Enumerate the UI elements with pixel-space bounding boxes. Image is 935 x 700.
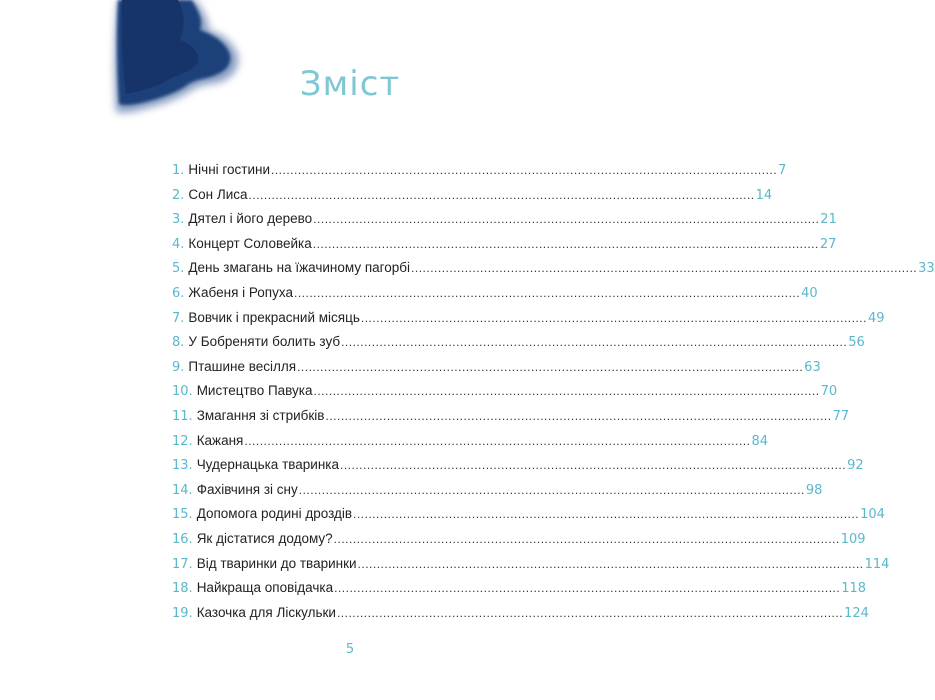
toc-entry-number: 18.: [172, 581, 193, 597]
toc-entry-number: 13.: [172, 458, 193, 474]
toc-entry-number: 19.: [172, 605, 193, 621]
toc-entry: [172, 162, 787, 187]
toc-dot-leader: [325, 409, 831, 423]
toc-entry: [172, 284, 818, 310]
toc-dot-leader: [358, 557, 864, 571]
toc-entry: [172, 407, 850, 433]
toc-dot-leader: [271, 163, 777, 177]
toc-entry: [172, 457, 864, 482]
toc-entry-page: 40: [801, 285, 818, 301]
toc-entry-title: Мистецтво Павука: [196, 383, 313, 399]
toc-entry-title: Сон Лиса: [188, 186, 248, 202]
toc-entry: [172, 334, 865, 359]
toc-entry-title: Найкраща оповідачка: [196, 580, 334, 596]
toc-entry-page: 92: [847, 458, 864, 474]
toc-entry-number: 4.: [172, 236, 185, 252]
toc-dot-leader: [313, 212, 819, 226]
toc-entry-number: 6.: [172, 285, 185, 301]
toc-entry-page: 63: [804, 359, 821, 375]
toc-entry-page: 33: [918, 261, 935, 277]
toc-entry-title: Від тваринки до тваринки: [196, 555, 357, 571]
toc-entry-number: 15.: [172, 507, 193, 523]
toc-entry-title: Чудернацька тваринка: [196, 457, 339, 473]
toc-entry-title: Вовчик і прекрасний місяць: [188, 309, 360, 325]
toc-dot-leader: [314, 384, 820, 398]
toc-dot-leader: [353, 507, 859, 521]
toc-entry: [172, 235, 837, 261]
toc-entry: [172, 383, 838, 408]
toc-entry-title: Пташине весілля: [188, 358, 297, 374]
toc-dot-leader: [334, 581, 840, 595]
toc-entry-number: 3.: [172, 212, 185, 228]
toc-entry: [172, 604, 869, 630]
toc-entry-page: 56: [848, 335, 865, 351]
toc-entry-number: 2.: [172, 187, 185, 203]
toc-entry-number: 5.: [172, 261, 185, 277]
toc-entry: [172, 530, 866, 556]
toc-entry-page: 109: [840, 531, 866, 547]
toc-entry-number: 14.: [172, 482, 193, 498]
toc-entry-page: 118: [841, 581, 867, 597]
toc-dot-leader: [244, 434, 750, 448]
toc-entry: [172, 186, 773, 212]
page-number: 5: [345, 642, 355, 657]
toc-entry-page: 21: [820, 212, 837, 228]
toc-entry-number: 17.: [172, 556, 193, 572]
toc-entry-page: 98: [805, 482, 823, 498]
toc-entry-number: 1.: [172, 163, 185, 178]
toc-entry-number: 11.: [172, 408, 193, 424]
toc-entry: [172, 555, 890, 581]
toc-entry-number: 7.: [172, 310, 185, 326]
toc-entry-number: 10.: [172, 384, 193, 400]
toc-dot-leader: [334, 532, 840, 546]
toc-entry-page: 114: [864, 556, 890, 572]
toc-entry-page: 49: [867, 310, 885, 326]
toc-entry-title: Казочка для Ліскульки: [196, 604, 336, 620]
toc-entry: [172, 309, 885, 335]
toc-dot-leader: [411, 261, 917, 275]
toc-entry: [172, 481, 823, 507]
toc-dot-leader: [297, 360, 803, 374]
toc-entry-page: 84: [751, 433, 769, 449]
toc-entry-page: 14: [755, 187, 773, 203]
toc-entry-title: Кажаня: [196, 432, 244, 448]
toc-entry-title: Дятел і його дерево: [188, 211, 313, 227]
toc-entry-page: 104: [860, 507, 885, 523]
page-title: Зміст: [299, 64, 401, 104]
toc-entry: [172, 580, 867, 605]
toc-entry: [172, 506, 885, 531]
toc-entry-title: У Бобреняти болить зуб: [188, 334, 341, 350]
toc-dot-leader: [299, 483, 805, 497]
toc-entry: [172, 211, 837, 236]
table-of-contents: [172, 162, 935, 629]
toc-dot-leader: [341, 335, 847, 349]
toc-entry-page: 77: [832, 408, 850, 424]
toc-entry-page: 124: [844, 605, 869, 621]
toc-entry-number: 12.: [172, 433, 193, 449]
toc-entry-number: 9.: [172, 359, 185, 375]
toc-entry-number: 16.: [172, 531, 193, 547]
toc-dot-leader: [313, 237, 819, 251]
toc-dot-leader: [361, 311, 867, 325]
toc-entry-page: 27: [819, 236, 837, 252]
toc-entry-title: Як дістатися додому?: [196, 530, 333, 546]
toc-entry-number: 8.: [172, 335, 185, 351]
toc-entry-title: Нічні гостини: [188, 162, 270, 177]
toc-entry-title: Змагання зі стрибків: [196, 407, 325, 423]
toc-dot-leader: [294, 286, 800, 300]
toc-entry: [172, 432, 769, 458]
toc-entry-page: 70: [820, 384, 838, 400]
toc-entry-page: 7: [778, 163, 787, 178]
toc-entry-title: Концерт Соловейка: [188, 235, 312, 251]
toc-dot-leader: [340, 458, 846, 472]
toc-entry: [172, 358, 821, 384]
toc-dot-leader: [337, 606, 843, 620]
toc-dot-leader: [249, 188, 755, 202]
toc-entry-title: Допомога родині дроздів: [196, 506, 353, 522]
toc-entry-title: День змагань на їжачиному пагорбі: [188, 260, 411, 276]
toc-entry: [172, 260, 935, 285]
toc-entry-title: Фахівчиня зі сну: [196, 481, 298, 497]
toc-entry-title: Жабеня і Ропуха: [188, 284, 293, 300]
